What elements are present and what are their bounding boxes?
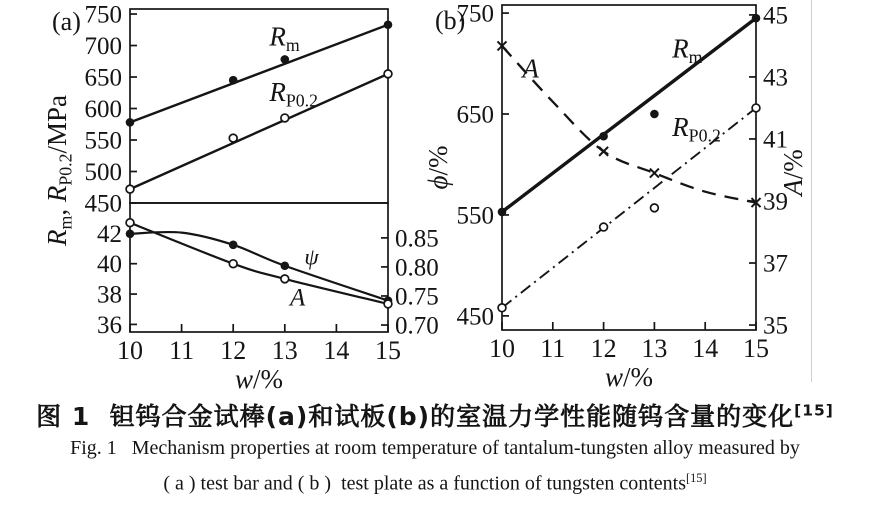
plot-frame-a-0 [130, 9, 388, 203]
series-label: A [289, 284, 306, 312]
y-tick-label-left: 42 [97, 220, 122, 248]
x-tick-label: 11 [169, 336, 195, 365]
series-Rm-marker [229, 76, 238, 85]
y-tick-label-right: 37 [763, 250, 788, 278]
x-tick-label: 10 [489, 334, 515, 363]
series-A-line [502, 46, 756, 203]
column-divider-line [811, 0, 812, 382]
caption-english-line2-text: ( a ) test bar and ( b ) test plate as a function of tungsten contents [163, 472, 686, 495]
y-tick-label-left: 750 [456, 0, 494, 28]
y-tick-label-right: 43 [763, 64, 788, 92]
y-tick-label-left: 650 [84, 64, 122, 92]
series-label: $R_m$ [672, 33, 703, 67]
series-psi-marker [229, 241, 238, 250]
series-Rp02-marker [229, 134, 237, 142]
y-tick-label-left: 450 [84, 190, 122, 218]
chart-panel-a [0, 0, 439, 397]
series-Rm-marker [752, 14, 761, 23]
series-Rp02-marker [126, 185, 134, 193]
series-A-line [130, 223, 388, 304]
series-Rm-marker [650, 110, 659, 119]
series-A-marker [126, 219, 134, 227]
x-tick-label: 15 [743, 334, 769, 363]
y-tick-label-left: 36 [97, 311, 122, 339]
plot-frame-a-1 [130, 203, 388, 332]
series-Rp02-marker [498, 304, 506, 312]
series-Rm-marker [281, 55, 290, 64]
series-Rm-marker [599, 132, 608, 141]
series-Rp02-marker [384, 70, 392, 78]
series-A-marker [599, 147, 608, 156]
y-tick-label-left: 550 [456, 202, 494, 230]
x-tick-label: 11 [540, 334, 566, 363]
chart-panel-b [423, 0, 870, 397]
plot-frame-b-0 [502, 5, 756, 330]
x-tick-label: 13 [641, 334, 668, 363]
x-tick-label: 13 [271, 336, 298, 365]
series-psi-marker [126, 229, 135, 238]
y-axis-label-right: A/% [778, 149, 808, 196]
series-Rm-line [502, 18, 756, 212]
y-tick-label-right: 41 [763, 126, 788, 154]
y-tick-label-right: 0.80 [395, 254, 439, 282]
series-Rm-marker [384, 20, 393, 29]
y-tick-label-right: 0.85 [395, 225, 439, 253]
y-tick-label-left: 450 [456, 303, 494, 331]
y-tick-label-left: 700 [84, 33, 122, 61]
series-label: A [522, 53, 539, 84]
caption-chinese [0, 397, 870, 433]
y-tick-label-right: 45 [763, 2, 788, 30]
series-Rm-marker [498, 208, 507, 217]
series-psi-marker [281, 261, 290, 270]
series-A-marker [384, 300, 392, 308]
series-psi-line [130, 232, 388, 301]
series-A-marker [229, 260, 237, 268]
caption-english-line1-text: Fig. 1 Mechanism properties at room temperature of tantalum-tungsten alloy measured by [70, 437, 800, 459]
y-tick-label-left: 40 [97, 251, 122, 279]
x-tick-label: 12 [590, 334, 617, 363]
y-tick-label-left: 750 [84, 1, 122, 29]
y-tick-label-left: 500 [84, 159, 122, 187]
series-A-marker [281, 275, 289, 283]
x-tick-label: 14 [323, 336, 350, 365]
series-Rp02-line [130, 74, 388, 189]
panel-letter: (a) [52, 7, 81, 36]
y-tick-label-left: 600 [84, 96, 122, 124]
series-Rp02-marker [651, 204, 659, 212]
y-tick-label-right: 35 [763, 312, 788, 340]
y-tick-label-left: 38 [97, 281, 122, 309]
caption-chinese-text: 图 1 钽钨合金试棒(a)和试板(b)的室温力学性能随钨含量的变化 [36, 402, 795, 431]
y-tick-label-right: 0.70 [395, 312, 439, 340]
y-tick-label-left: 650 [456, 101, 494, 129]
panel-letter: (b) [435, 6, 466, 35]
x-tick-label: 12 [220, 336, 247, 365]
y-axis-label-left: $R_m$, $R_{P0.2}$/MPa [42, 94, 76, 247]
y-axis-label-left: ϕ/% [423, 145, 453, 190]
x-tick-label: 14 [692, 334, 719, 363]
caption-english-line2-reference: [15] [685, 471, 707, 485]
series-label: $R_m$ [269, 21, 300, 55]
y-tick-label-right: 39 [763, 188, 788, 216]
series-A-marker [650, 169, 659, 178]
x-axis-label: w/% [234, 364, 284, 394]
series-label: ψ [304, 244, 319, 270]
series-Rm-marker [126, 118, 135, 127]
series-Rm-line [130, 25, 388, 123]
x-tick-label: 15 [375, 336, 401, 365]
caption-chinese-reference: [15] [794, 401, 834, 420]
y-tick-label-right: 0.75 [395, 283, 439, 311]
caption-english-line1 [0, 437, 870, 460]
y-tick-label-left: 550 [84, 127, 122, 155]
series-label: $R_{P0.2}$ [269, 76, 319, 111]
series-label: $R_{P0.2}$ [672, 112, 721, 146]
caption-english-line2 [0, 471, 870, 496]
series-Rp02-marker [281, 114, 289, 122]
series-Rp02-marker [752, 104, 760, 112]
x-tick-label: 10 [117, 336, 143, 365]
x-axis-label: w/% [604, 362, 654, 392]
series-Rp02-marker [600, 223, 608, 231]
